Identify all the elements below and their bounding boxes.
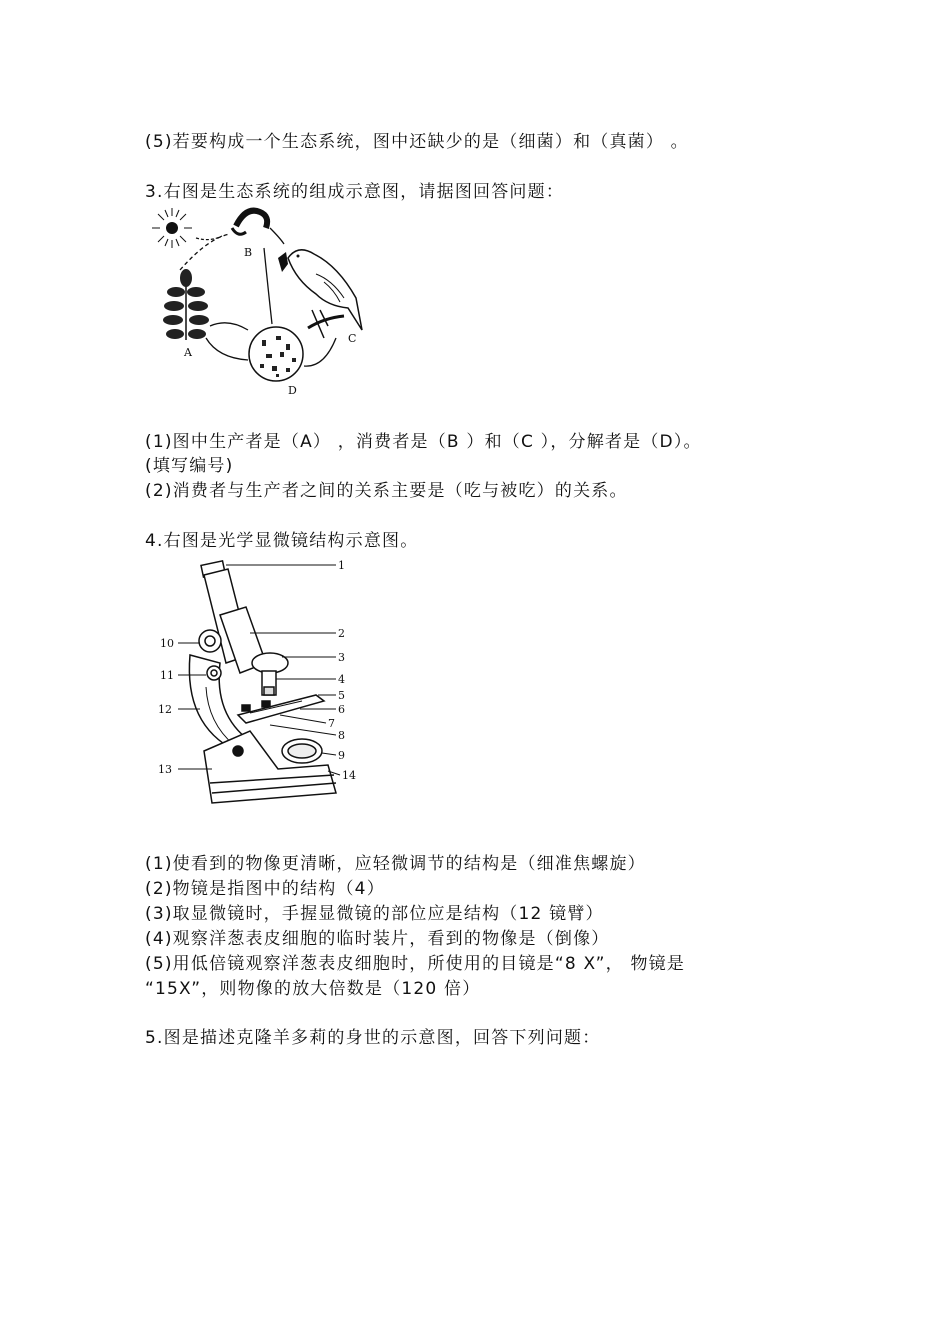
- label-b: B: [244, 246, 253, 259]
- q4-heading: 4.右图是光学显微镜结构示意图。: [145, 531, 419, 551]
- label-c: C: [348, 332, 357, 345]
- q4-part4-text: (4)观察洋葱表皮细胞的临时装片，看到的物像是（倒像）: [145, 929, 610, 949]
- microscope-figure: [150, 555, 365, 817]
- bird-icon: [278, 250, 362, 338]
- label-8: 8: [338, 729, 345, 742]
- plant-icon: [163, 269, 209, 340]
- label-13: 13: [158, 763, 172, 776]
- q3-part1-text: (1)图中生产者是（A） ，消费者是（B ）和（C ），分解者是（D）。: [145, 432, 702, 452]
- label-2: 2: [338, 627, 345, 640]
- q5-heading: 5.图是描述克隆羊多莉的身世的示意图，回答下列问题：: [145, 1028, 601, 1048]
- label-7: 7: [328, 717, 335, 730]
- q4-part1-text: (1)使看到的物像更清晰，应轻微调节的结构是（细准焦螺旋）: [145, 854, 646, 874]
- label-d: D: [288, 384, 297, 397]
- label-5: 5: [338, 689, 345, 702]
- q4-part5-text: (5)用低倍镜观察洋葱表皮细胞时，所使用的目镜是“8 X”， 物镜是: [145, 954, 686, 974]
- q4-part2-text: (2)物镜是指图中的结构（4）: [145, 879, 385, 899]
- decomposer-icon: [249, 327, 303, 381]
- label-9: 9: [338, 749, 345, 762]
- label-4: 4: [338, 673, 345, 686]
- q3-part1-note: (填写编号): [145, 456, 234, 476]
- label-1: 1: [338, 559, 345, 572]
- q4-part5-continued: “15X”，则物像的放大倍数是（120 倍）: [145, 979, 481, 999]
- caterpillar-icon: [232, 211, 267, 235]
- label-a: A: [184, 346, 192, 359]
- q2-part5-text: (5)若要构成一个生态系统，图中还缺少的是（细菌）和（真菌） 。: [145, 132, 689, 152]
- label-12: 12: [158, 703, 172, 716]
- label-6: 6: [338, 703, 345, 716]
- sun-icon: [152, 208, 192, 248]
- label-10: 10: [160, 637, 174, 650]
- label-3: 3: [338, 651, 345, 664]
- q3-part2-text: (2)消费者与生产者之间的关系主要是（吃与被吃）的关系。: [145, 481, 628, 501]
- q3-heading: 3.右图是生态系统的组成示意图，请据图回答问题：: [145, 182, 565, 202]
- label-14: 14: [342, 769, 356, 782]
- label-11: 11: [160, 669, 174, 682]
- q4-part3-text: (3)取显微镜时，手握显微镜的部位应是结构（12 镜臂）: [145, 904, 604, 924]
- ecosystem-figure: [148, 198, 388, 398]
